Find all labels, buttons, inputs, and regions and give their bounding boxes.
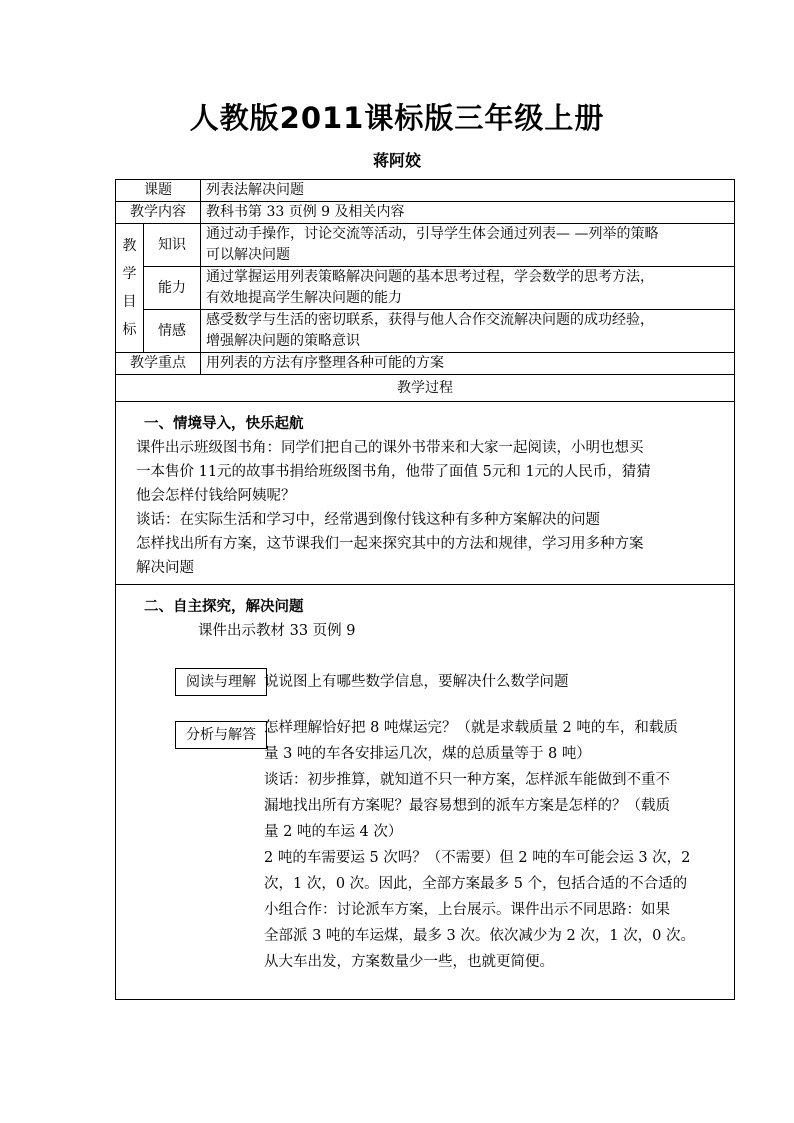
analyze-line: 量 3 吨的车各安排运几次，煤的总质量等于 8 吨） xyxy=(264,746,591,762)
analyze-line: 小组合作：讨论派车方案，上台展示。课件出示不同思路：如果 xyxy=(264,902,670,918)
key-point-value: 用列表的方法有序整理各种可能的方案 xyxy=(201,353,735,375)
goal-label-knowledge: 知识 xyxy=(144,224,201,267)
section2-row xyxy=(116,585,735,1000)
analyze-line: 从大车出发，方案数量少一些，也就更简便。 xyxy=(264,954,554,970)
goal-text-emotion xyxy=(201,310,735,353)
process-header: 教学过程 xyxy=(116,375,735,402)
analyze-line: 量 2 吨的车运 4 次） xyxy=(264,824,403,840)
analyze-label-box: 分析与解答 xyxy=(175,721,267,749)
author-name: 蒋阿姣 xyxy=(372,151,421,170)
analyze-line: 谈话：初步推算，就知道不只一种方案，怎样派车能做到不重不 xyxy=(264,772,670,788)
read-label-box: 阅读与理解 xyxy=(175,668,267,696)
goal-text-line: 有效地提高学生解决问题的能力 xyxy=(206,290,402,306)
goals-label-char: 标 xyxy=(122,322,137,338)
section2-intro: 课件出示教材 33 页例 9 xyxy=(198,623,356,639)
section2-cell xyxy=(116,585,735,1000)
read-text: 说说图上有哪些数学信息，要解决什么数学问题 xyxy=(264,674,569,690)
lesson-plan-table xyxy=(115,179,735,1000)
key-point-label: 教学重点 xyxy=(116,353,201,375)
key-point-row xyxy=(116,353,735,375)
section1-cell xyxy=(116,402,735,585)
analyze-line: 2 吨的车需要运 5 次吗？（不需要）但 2 吨的车可能会运 3 次，2 xyxy=(264,850,691,866)
section1-row xyxy=(116,402,735,585)
goals-label xyxy=(116,224,144,353)
goal-label-ability: 能力 xyxy=(144,267,201,310)
goal-text-knowledge xyxy=(201,224,735,267)
goal-text-line: 通过动手操作，讨论交流等活动，引导学生体会通过列表— —列举的策略 xyxy=(206,226,659,242)
section1-line: 谈话：在实际生活和学习中，经常遇到像付钱这种有多种方案解决的问题 xyxy=(136,512,600,528)
goal-label-emotion: 情感 xyxy=(144,310,201,353)
section1-title: 一、情境导入，快乐起航 xyxy=(144,416,304,432)
analyze-line: 漏地找出所有方案呢？最容易想到的派车方案是怎样的？（载质 xyxy=(264,798,670,814)
analyze-block xyxy=(136,715,720,975)
content-value: 教科书第 33 页例 9 及相关内容 xyxy=(201,202,735,224)
goal-text-line: 感受数学与生活的密切联系，获得与他人合作交流解决问题的成功经验， xyxy=(206,312,654,328)
goals-label-char: 目 xyxy=(122,294,137,310)
read-block xyxy=(136,669,720,695)
goal-text-line: 可以解决问题 xyxy=(206,247,290,263)
goals-label-char: 学 xyxy=(122,266,137,282)
section1-line: 解决问题 xyxy=(136,560,194,576)
goal-text-line: 通过掌握运用列表策略解决问题的基本思考过程，学会数学的思考方法， xyxy=(206,269,654,285)
goal-row-ability xyxy=(116,267,735,310)
goal-text-ability xyxy=(201,267,735,310)
analyze-text xyxy=(264,715,720,975)
section1-line: 一本售价 11元的故事书捐给班级图书角，他带了面值 5元和 1元的人民币，猜猜 xyxy=(136,464,651,480)
section2-title: 二、自主探究，解决问题 xyxy=(144,599,304,615)
process-header-row xyxy=(116,375,735,402)
section1-line: 课件出示班级图书角：同学们把自己的课外书带来和大家一起阅读，小明也想买 xyxy=(136,440,644,456)
document-title: 人教版2011课标版三年级上册 xyxy=(189,101,605,135)
goals-label-char: 教 xyxy=(122,238,137,254)
goal-text-line: 增强解决问题的策略意识 xyxy=(206,333,360,349)
analyze-line: 全部派 3 吨的车运煤，最多 3 次。依次减少为 2 次，1 次，0 次。 xyxy=(264,928,695,944)
goal-row-emotion xyxy=(116,310,735,353)
analyze-line: 怎样理解恰好把 8 吨煤运完？（就是求载质量 2 吨的车，和载质 xyxy=(264,720,678,736)
section1-line: 怎样找出所有方案，这节课我们一起来探究其中的方法和规律，学习用多种方案 xyxy=(136,536,644,552)
content-row xyxy=(116,202,735,224)
topic-label: 课题 xyxy=(116,180,201,202)
goal-row-knowledge xyxy=(116,224,735,267)
section1-line: 他会怎样付钱给阿姨呢？ xyxy=(136,488,296,504)
content-label: 教学内容 xyxy=(116,202,201,224)
topic-row xyxy=(116,180,735,202)
analyze-line: 次，1 次，0 次。因此，全部方案最多 5 个，包括合适的不合适的 xyxy=(264,876,688,892)
topic-value: 列表法解决问题 xyxy=(201,180,735,202)
